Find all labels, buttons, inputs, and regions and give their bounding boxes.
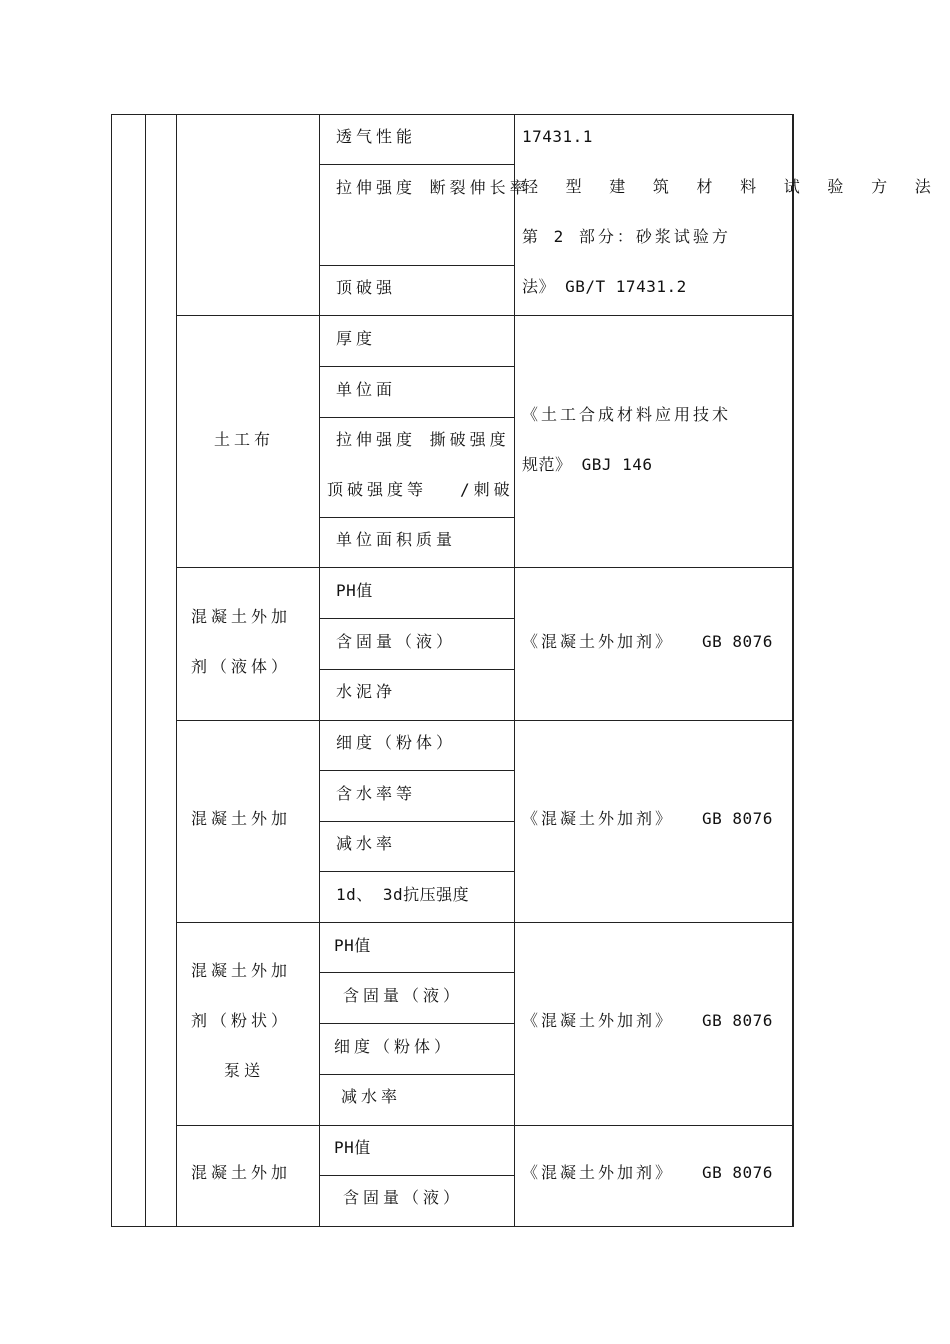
col-divider-4 bbox=[514, 114, 515, 1227]
group-label: 泵送 bbox=[224, 1061, 265, 1080]
border-right bbox=[792, 114, 794, 1227]
standard-text: 17431.1 bbox=[522, 127, 593, 146]
item-cell: 单位面积质量 bbox=[336, 530, 457, 549]
standard-text: GB 8076 bbox=[702, 1011, 773, 1030]
item-divider bbox=[319, 265, 514, 266]
standard-text: 《土工合成材料应用技术 bbox=[522, 405, 732, 424]
standard-text: GB 8076 bbox=[702, 809, 773, 828]
item-cell: 细度（粉体） bbox=[334, 1037, 455, 1056]
item-cell: 减水率 bbox=[336, 834, 397, 853]
item-cell: 1d、 3d抗压强度 bbox=[336, 885, 470, 904]
standard-text: 《混凝土外加剂》 bbox=[522, 632, 675, 651]
item-divider bbox=[319, 871, 514, 872]
item-divider bbox=[319, 1074, 514, 1075]
item-divider bbox=[319, 821, 514, 822]
standard-text: 第 2 部分：砂浆试验方 bbox=[522, 227, 731, 246]
standard-text: 法》 GB/T 17431.2 bbox=[522, 277, 687, 296]
item-divider bbox=[319, 1023, 514, 1024]
col-divider-2 bbox=[176, 114, 177, 1227]
group-label: 剂（粉状） bbox=[191, 1011, 292, 1030]
item-divider bbox=[319, 669, 514, 670]
item-divider bbox=[319, 417, 514, 418]
group-label: 混凝土外加 bbox=[191, 1163, 292, 1182]
group-label: 剂（液体） bbox=[191, 657, 292, 676]
group-divider bbox=[176, 567, 794, 568]
col-divider-1 bbox=[145, 114, 146, 1227]
item-divider bbox=[319, 517, 514, 518]
item-cell: /刺破 bbox=[460, 480, 514, 499]
item-cell: 含固量（液） bbox=[343, 1188, 464, 1207]
item-cell: 顶破强 bbox=[336, 278, 397, 297]
item-cell: 含固量（液） bbox=[336, 632, 457, 651]
item-divider bbox=[319, 618, 514, 619]
standard-text: 《混凝土外加剂》 bbox=[522, 1163, 675, 1182]
item-divider bbox=[319, 1175, 514, 1176]
item-cell: 透气性能 bbox=[336, 127, 417, 146]
standard-text: GB 8076 bbox=[702, 1163, 773, 1182]
group-divider bbox=[176, 315, 794, 316]
standard-text: 轻 型 建 筑 材 料 试 验 方 法 bbox=[522, 177, 940, 196]
standard-text: GB 8076 bbox=[702, 632, 773, 651]
item-divider bbox=[319, 164, 514, 165]
item-cell: 拉伸强度 断裂伸长率 bbox=[336, 178, 530, 197]
border-top bbox=[111, 114, 794, 115]
group-label: 混凝土外加 bbox=[191, 961, 292, 980]
standard-text: 《混凝土外加剂》 bbox=[522, 809, 675, 828]
group-divider bbox=[176, 1125, 794, 1126]
item-divider bbox=[319, 972, 514, 973]
item-cell: 拉伸强度 撕破强度 bbox=[336, 430, 510, 449]
border-left bbox=[111, 114, 112, 1227]
item-cell: PH值 bbox=[336, 581, 373, 600]
item-cell: 水泥净 bbox=[336, 682, 397, 701]
item-divider bbox=[319, 366, 514, 367]
item-cell: 含水率等 bbox=[336, 784, 417, 803]
item-cell: PH值 bbox=[334, 936, 371, 955]
col-divider-3 bbox=[319, 114, 320, 1227]
group-divider bbox=[176, 720, 794, 721]
standard-text: 规范》 GBJ 146 bbox=[522, 455, 653, 474]
group-divider bbox=[176, 922, 794, 923]
item-cell: 细度（粉体） bbox=[336, 733, 457, 752]
item-divider bbox=[319, 770, 514, 771]
group-label: 土工布 bbox=[214, 430, 275, 449]
item-cell: 单位面 bbox=[336, 380, 397, 399]
group-label: 混凝土外加 bbox=[191, 607, 292, 626]
standard-text: 《混凝土外加剂》 bbox=[522, 1011, 675, 1030]
item-cell: 含固量（液） bbox=[343, 986, 464, 1005]
border-bottom bbox=[111, 1226, 794, 1227]
group-label: 混凝土外加 bbox=[191, 809, 292, 828]
item-cell: 厚度 bbox=[336, 329, 377, 348]
item-cell: PH值 bbox=[334, 1138, 371, 1157]
item-cell: 顶破强度等 bbox=[327, 480, 428, 499]
item-cell: 减水率 bbox=[341, 1087, 402, 1106]
